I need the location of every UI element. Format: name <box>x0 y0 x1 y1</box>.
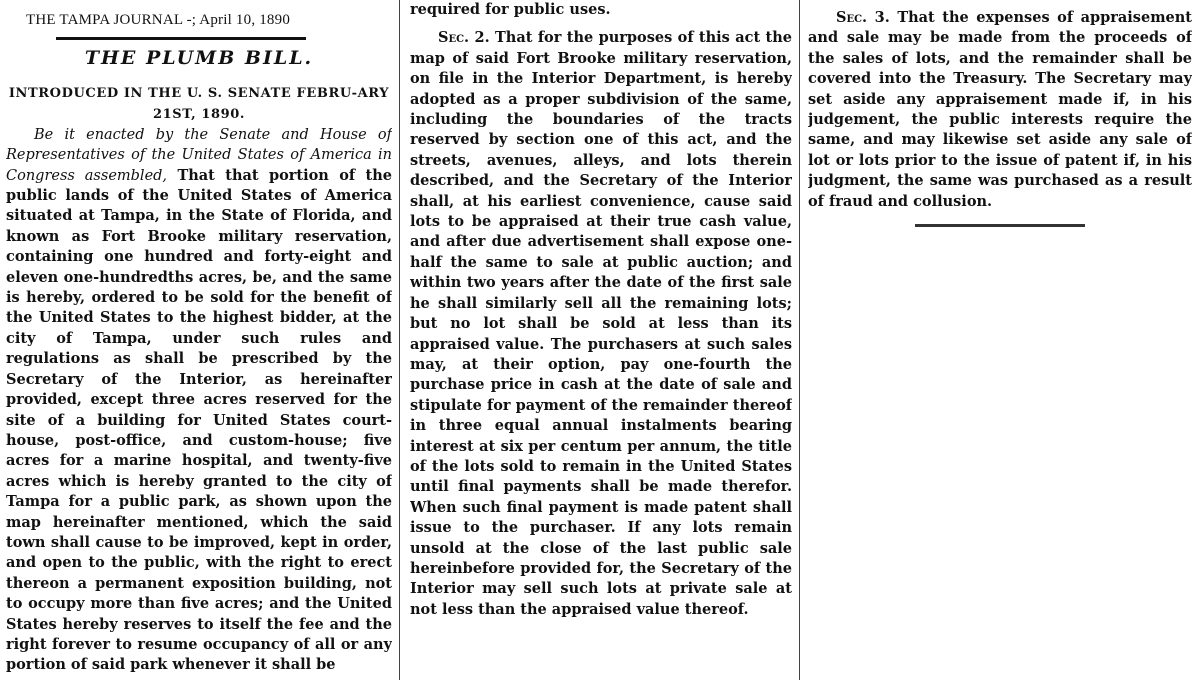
column-divider <box>399 0 400 680</box>
enacting-clause: Be it enacted by the Senate and House of Representatives of the United States of America in Congress assembled, <box>6 126 392 184</box>
section-1-text: That that portion of the public lands of the United States of America situated at Tampa, in the State of Florida, and known as Fort Brooke military reservation, containing one hundred and forty-eight and eleven one-hundredths acres, be, and the same is hereby, ordered to be sold for the benefit of the United States to the highest bidder, at the city of Tampa, under such rules and regulations as shall be prescribed by the Secretary of the Interior, as hereinafter provided, except three acres reserved for the site of a building for United States court-house, post-office, and custom-house; five acres for a marine hospital, and twenty-five acres which is hereby granted to the city of Tampa for a public park, as shown upon the map hereinafter mentioned, which the said town shall cause to be improved, kept in order, and open to the public, with the right to erect thereon a permanent exposition building, not to occupy more than five acres; and the United States hereby reserves to itself the fee and the right forever to resume occupancy of all or any portion of said park whenever it shall be <box>6 166 392 674</box>
section-3-paragraph <box>808 8 1192 212</box>
masthead-rule <box>56 37 306 40</box>
article-end-rule <box>915 224 1085 227</box>
column-1 <box>6 0 392 680</box>
section-3-label: Sec. 3. <box>836 9 890 26</box>
section-1-paragraph <box>6 125 392 676</box>
section-2-label: Sec. 2. <box>438 29 490 47</box>
section-1-text-continued: required for public uses. <box>410 1 611 18</box>
section-2-text: That for the purposes of this act the map of said Fort Brooke military reservation, on file in the Interior Department, is hereby adopted as a proper subdivision of the same, including the boundaries of the tracts reserved by section one of this act, and the streets, avenues, alleys, and lots therein described, and the Secretary of the Interior shall, at his earliest convenience, cause said lots to be appraised at their true cash value, and after due advertisement shall expose one-half the same to sale at public auction; and within two years after the date of the first sale he shall similarly sell all the remaining lots; but no lot shall be sold at less than its appraised value. The purchasers at such sales may, at their option, pay one-fourth the purchase price in cash at the date of sale and stipulate for payment of the remainder thereof in three equal annual instalments bearing interest at six per centum per annum, the title of the lots sold to remain in the United States until final payments shall be made therefor. When such final payment is made patent shall issue to the purchaser. If any lots remain unsold at the close of the last public sale hereinbefore provided for, the Secretary of the Interior may sell such lots at private sale at not less than the appraised value thereof. <box>410 29 792 618</box>
section-2-paragraph <box>410 28 792 620</box>
column-divider <box>799 0 800 680</box>
masthead: THE TAMPA JOURNAL -; April 10, 1890 <box>26 12 291 28</box>
column-2 <box>410 0 792 680</box>
article-subhead: INTRODUCED IN THE U. S. SENATE FEBRU-ARY 21ST, 1890. <box>8 85 390 122</box>
article-headline: THE PLUMB BILL. <box>84 47 314 70</box>
column-3 <box>808 0 1192 680</box>
section-3-text: That the expenses of appraisement and sale may be made from the proceeds of the sales of lots, and the remainder shall be covered into the Treasury. The Secretary may set aside any appraisement made if, in his judgement, the public interests require the same, and may likewise set aside any sale of lot or lots prior to the issue of patent if, in his judgment, the same was purchased as a result of fraud and collusion. <box>808 9 1192 210</box>
section-1-continued <box>410 0 792 20</box>
